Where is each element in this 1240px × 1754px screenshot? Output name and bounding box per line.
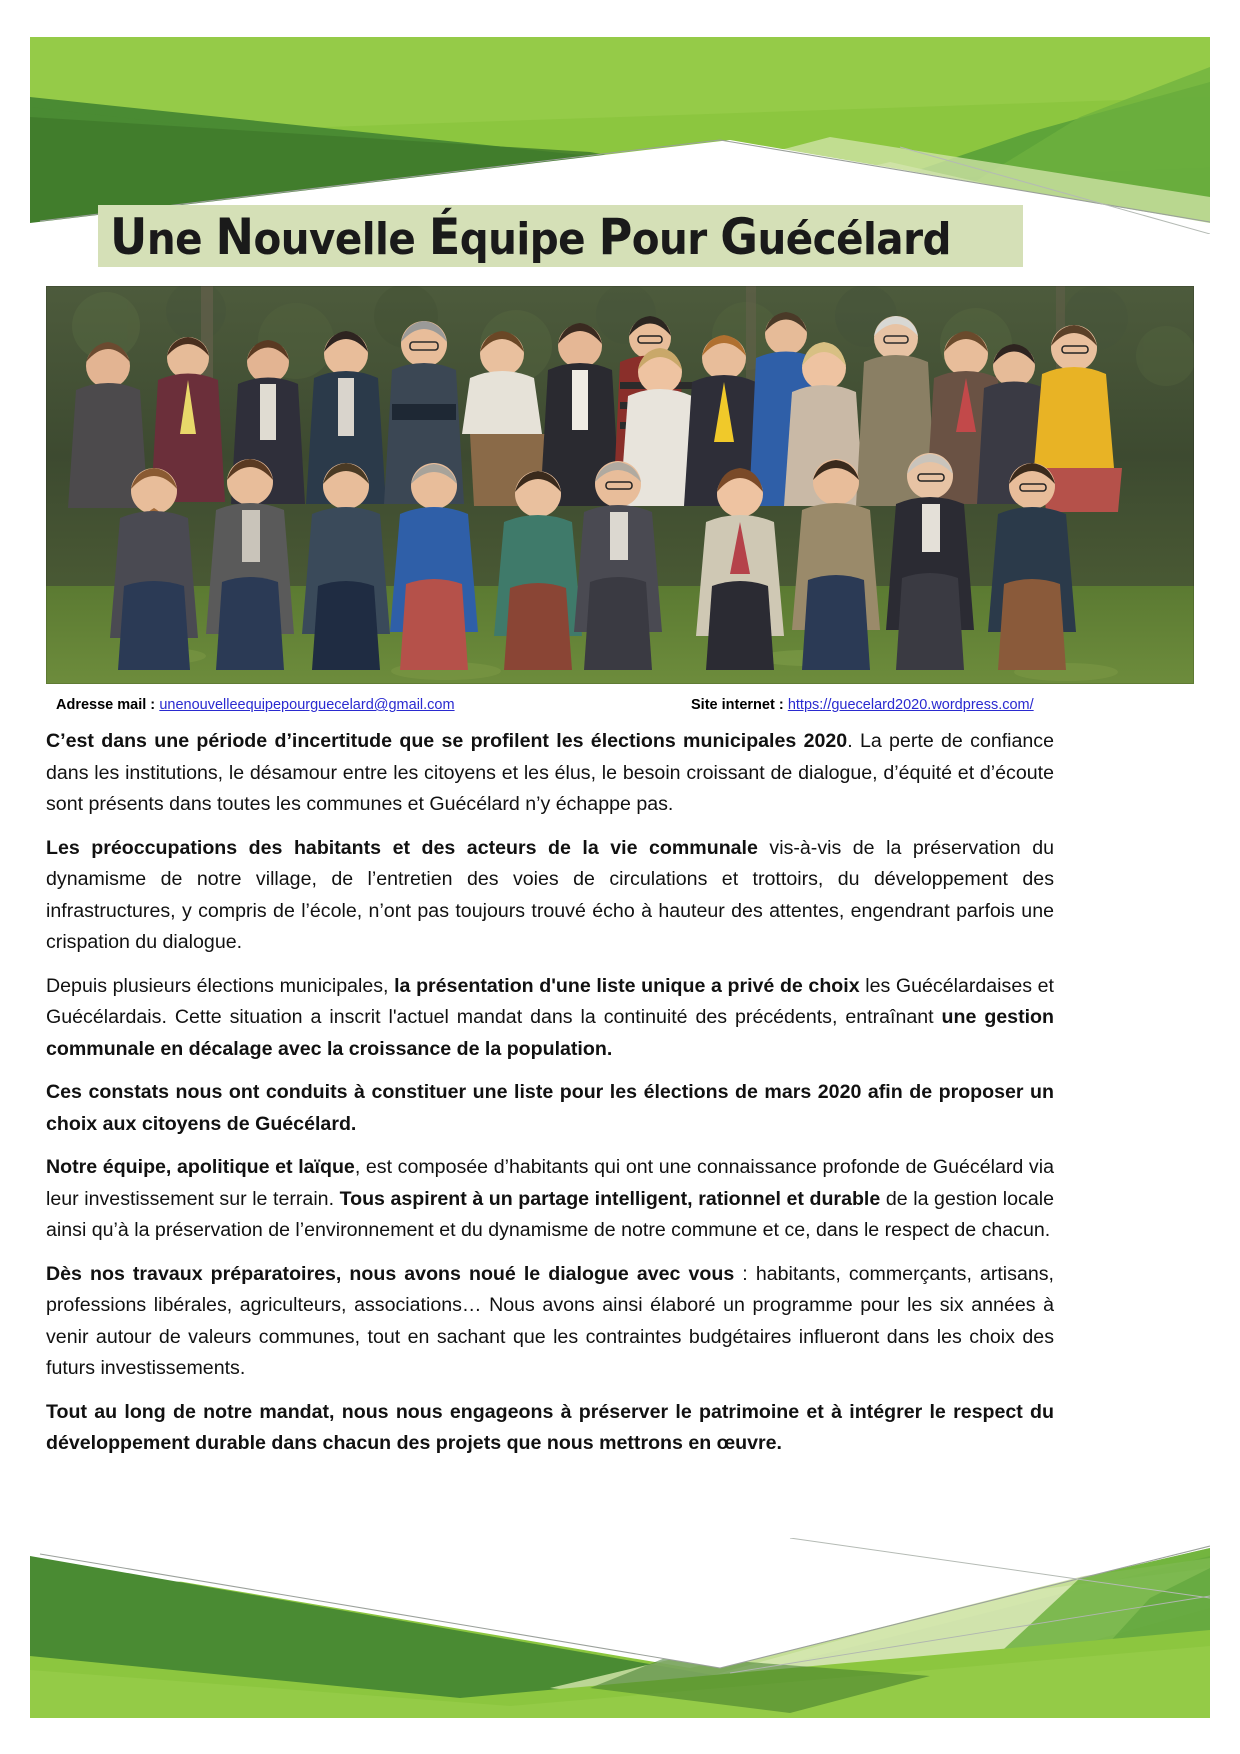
- body-paragraph: [46, 833, 1054, 959]
- title-word-5: Guécélard: [720, 208, 951, 266]
- regular-text: , est composée d’habitants qui ont une connaissance profonde de Guécélard via leur investissement sur le terrain.: [46, 1156, 1054, 1210]
- contact-row: [46, 696, 1194, 718]
- email-link[interactable]: unenouvelleequipepourguecelard@gmail.com: [159, 697, 455, 713]
- title-word-3: Équipe: [428, 208, 599, 266]
- footer-decorative-banner: [30, 1538, 1210, 1718]
- group-photo-graphic: [46, 286, 1194, 684]
- footer-banner-graphic: [30, 1538, 1210, 1718]
- emphasis-text: Ces constats nous ont conduits à constituer une liste pour les élections de mars 2020 afin de proposer un choix aux citoyens de Guécélard.: [46, 1081, 1054, 1135]
- body-paragraph: [46, 1152, 1054, 1247]
- emphasis-text: la présentation d'une liste unique a privé de choix: [394, 974, 860, 997]
- body-paragraph: [46, 1259, 1054, 1385]
- emphasis-text: Tout au long de notre mandat, nous nous engageons à préserver le patrimoine et à intégrer le respect du développement durable dans chacun des projets que nous mettrons en œuvre.: [46, 1400, 1054, 1454]
- regular-text: de la gestion locale ainsi qu’à la préservation de l’environnement et du dynamisme de notre commune et ce, dans le respect de chacun.: [46, 1187, 1054, 1241]
- body-paragraph: [46, 1077, 1054, 1140]
- title-word-4: Pour: [598, 208, 721, 266]
- emphasis-text: Les préoccupations des habitants et des acteurs de la vie communale: [46, 836, 758, 859]
- website-contact: [691, 696, 1034, 713]
- team-group-photo: [46, 286, 1194, 684]
- regular-text: les Guécélardaises et Guécélardais. Cette situation a inscrit l'actuel mandat dans la continuité des précédents, entraînant: [46, 974, 1054, 1028]
- emphasis-text: Dès nos travaux préparatoires, nous avons noué le dialogue avec vous: [46, 1262, 735, 1285]
- body-paragraph: [46, 971, 1054, 1066]
- email-label: Adresse mail :: [56, 697, 156, 713]
- website-link[interactable]: https://guecelard2020.wordpress.com/: [787, 697, 1034, 713]
- regular-text: vis-à-vis de la préservation du dynamisme de notre village, de l’entretien des voies de circulations et trottoirs, du développement des infrastructures, y compris de l’école, n’ont pas toujours trouvé écho à hauteur des attentes, engendrant parfois une crispation du dialogue.: [46, 836, 1054, 953]
- regular-text: . La perte de confiance dans les institutions, le désamour entre les citoyens et les élus, le besoin croissant de dialogue, d’équité et d’écoute sont présents dans toutes les communes et Guécélard n’y échappe pas.: [46, 730, 1054, 815]
- title-word-2: Nouvelle: [215, 208, 429, 266]
- body-paragraph: [46, 726, 1054, 821]
- page-title: [110, 206, 956, 268]
- regular-text: : habitants, commerçants, artisans, professions libérales, agriculteurs, associations… Nous avons ainsi élaboré un programme pour les six années à venir autour de valeurs communes, tout en sachant que les contraintes budgétaires influeront dans les choix des futurs investissements.: [46, 1262, 1054, 1379]
- website-label: Site internet :: [691, 697, 784, 713]
- email-contact: [56, 696, 455, 713]
- emphasis-text: Notre équipe, apolitique et laïque: [46, 1156, 355, 1178]
- regular-text: Depuis plusieurs élections municipales,: [46, 974, 395, 997]
- emphasis-text: une gestion communale en décalage avec la croissance de la population.: [46, 1006, 1054, 1060]
- body-paragraph: [46, 1397, 1054, 1460]
- body-text: [46, 726, 1054, 1460]
- emphasis-text: Tous aspirent à un partage intelligent, rationnel et durable: [339, 1187, 881, 1210]
- emphasis-text: C’est dans une période d’incertitude que se profilent les élections municipales 2020: [46, 730, 848, 752]
- title-word-1: Une: [110, 208, 216, 266]
